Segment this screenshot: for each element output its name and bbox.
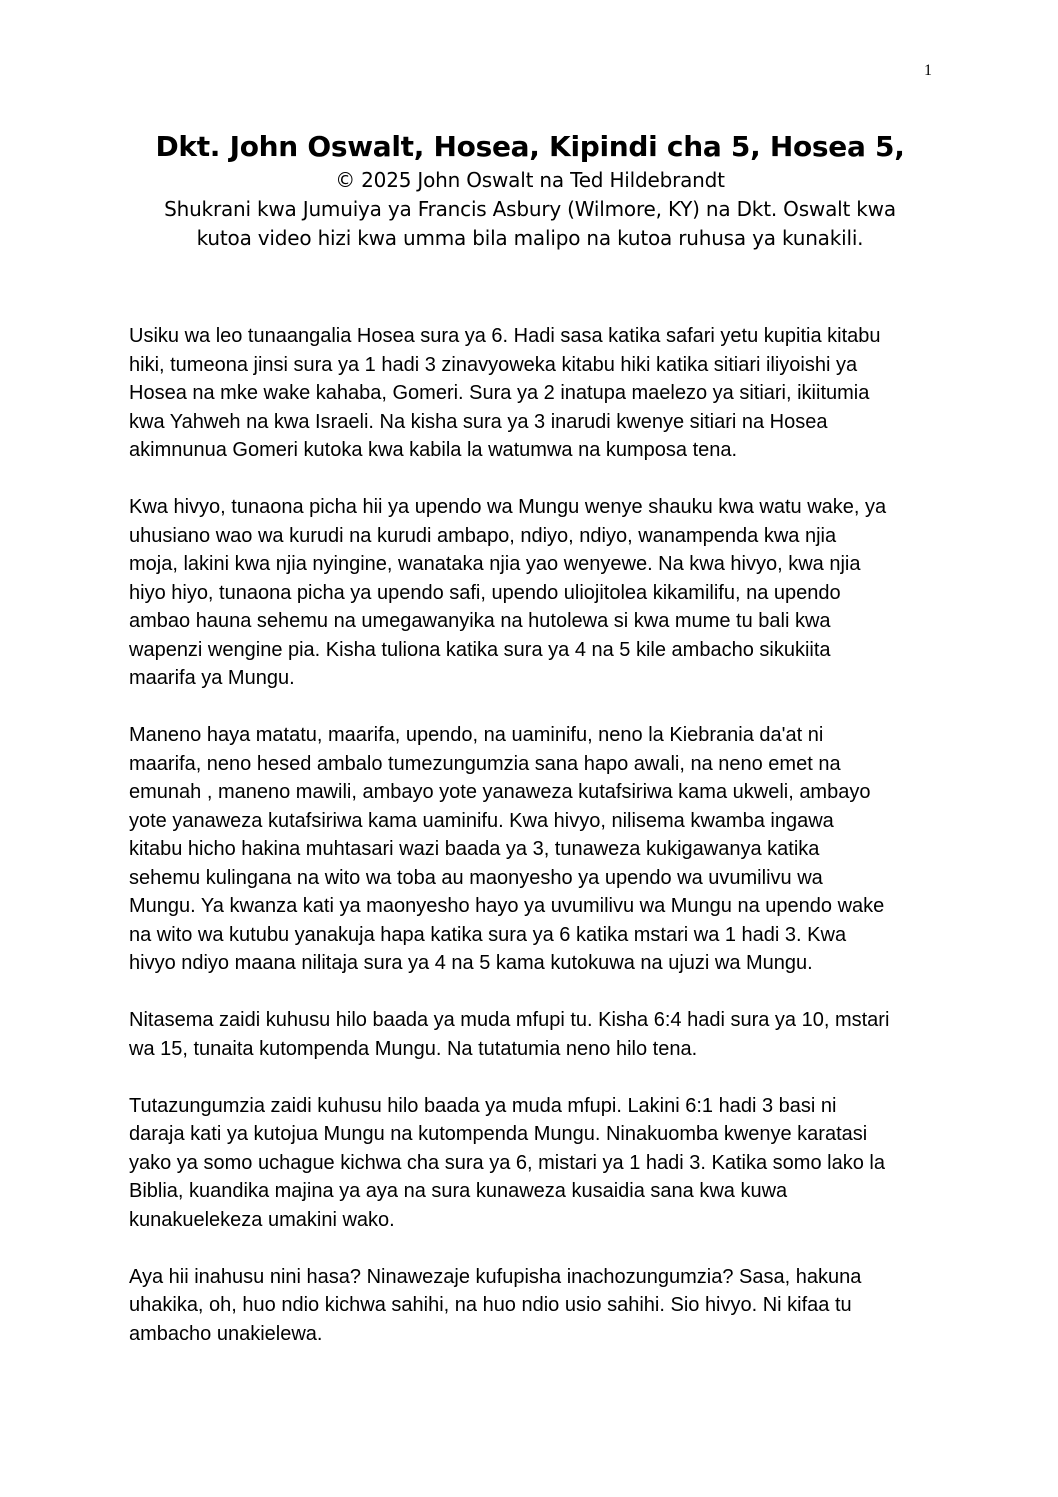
body-paragraph — [129, 721, 939, 978]
paragraph-line: kunakuelekeza umakini wako. — [129, 1208, 395, 1231]
body-paragraph — [129, 1263, 939, 1349]
paragraph-line: sehemu kulingana na wito wa toba au maonyesho ya upendo wa uvumilivu wa — [129, 866, 823, 889]
paragraph-line: uhusiano wao wa kurudi na kurudi ambapo, ndiyo, ndiyo, wanampenda kwa njia — [129, 524, 837, 547]
document-title: Dkt. John Oswalt, Hosea, Kipindi cha 5, Hosea 5, — [155, 130, 905, 163]
paragraph-line: akimnunua Gomeri kutoka kwa kabila la watumwa na kumposa tena. — [129, 439, 738, 461]
body-paragraph — [129, 493, 939, 693]
paragraph-line: ambacho unakielewa. — [129, 1322, 323, 1345]
paragraph-line: yako ya somo uchague kichwa cha sura ya 6, mistari ya 1 hadi 3. Katika somo lako la — [129, 1151, 885, 1174]
paragraph-line: Maneno haya matatu, maarifa, upendo, na uaminifu, neno la Kiebrania da'at ni — [129, 724, 824, 746]
copyright-line: © 2025 John Oswalt na Ted Hildebrandt — [335, 168, 725, 192]
paragraph-line: daraja kati ya kutojua Mungu na kutompenda Mungu. Ninakuomba kwenye karatasi — [129, 1123, 868, 1145]
paragraph-line: hivyo ndiyo maana nilitaja sura ya 4 na 5 kama kutokuwa na ujuzi wa Mungu. — [129, 952, 813, 974]
paragraph-line: emunah , maneno mawili, ambayo yote yanaweza kutafsiriwa kama ukweli, ambayo — [129, 781, 871, 803]
paragraph-line: ambao hauna sehemu na umegawanyika na hutolewa si kwa mume tu bali kwa — [129, 610, 831, 632]
paragraph-line: maarifa ya Mungu. — [129, 667, 295, 689]
paragraph-line: Nitasema zaidi kuhusu hilo baada ya muda mfupi tu. Kisha 6:4 hadi sura ya 10, mstari — [129, 1009, 890, 1031]
paragraph-line: na wito wa kutubu yanakuja hapa katika sura ya 6 katika mstari wa 1 hadi 3. Kwa — [129, 923, 847, 946]
document-header — [110, 128, 950, 253]
paragraph-line: Mungu. Ya kwanza kati ya maonyesho hayo ya uvumilivu wa Mungu na upendo wake — [129, 895, 885, 917]
paragraph-line: Usiku wa leo tunaangalia Hosea sura ya 6. Hadi sasa katika safari yetu kupitia kitabu — [129, 325, 881, 347]
paragraph-line: Kwa hivyo, tunaona picha hii ya upendo wa Mungu wenye shauku kwa watu wake, ya — [129, 496, 887, 518]
page-number: 1 — [924, 62, 932, 79]
paragraph-line: kwa Yahweh na kwa Israeli. Na kisha sura ya 3 inarudi kwenye sitiari na Hosea — [129, 410, 828, 433]
acknowledgement-line-1: Shukrani kwa Jumuiya ya Francis Asbury (Wilmore, KY) na Dkt. Oswalt kwa — [164, 197, 896, 221]
body-paragraph — [129, 322, 939, 465]
paragraph-line: moja, lakini kwa njia nyingine, wanataka njia yao wenyewe. Na kwa hivyo, kwa njia — [129, 553, 861, 575]
paragraph-line: yote yanaweza kutafsiriwa kama uaminifu. Kwa hivyo, nilisema kwamba ingawa — [129, 809, 834, 832]
paragraph-line: uhakika, oh, huo ndio kichwa sahihi, na huo ndio usio sahihi. Sio hivyo. Ni kifaa tu — [129, 1294, 852, 1316]
paragraph-line: Tutazungumzia zaidi kuhusu hilo baada ya muda mfupi. Lakini 6:1 hadi 3 basi ni — [129, 1094, 837, 1117]
body-paragraph — [129, 1092, 939, 1235]
acknowledgement-line-2: kutoa video hizi kwa umma bila malipo na kutoa ruhusa ya kunakili. — [196, 226, 864, 250]
paragraph-line: kitabu hicho hakina muhtasari wazi baada ya 3, tunaweza kukigawanya katika — [129, 838, 820, 860]
paragraph-line: Aya hii inahusu nini hasa? Ninawezaje kufupisha inachozungumzia? Sasa, hakuna — [129, 1265, 862, 1288]
paragraph-line: hiki, tumeona jinsi sura ya 1 hadi 3 zinavyoweka kitabu hiki katika sitiari iliyoishi ya — [129, 353, 858, 376]
paragraph-line: hiyo hiyo, tunaona picha ya upendo safi, upendo uliojitolea kikamilifu, na upendo — [129, 581, 841, 604]
body-paragraph — [129, 1006, 939, 1063]
paragraph-line: Biblia, kuandika majina ya aya na sura kunaweza kusaidia sana kwa kuwa — [129, 1180, 788, 1202]
paragraph-line: Hosea na mke wake kahaba, Gomeri. Sura ya 2 inatupa maelezo ya sitiari, ikiitumia — [129, 382, 870, 404]
paragraph-line: maarifa, neno hesed ambalo tumezungumzia sana hapo awali, na neno emet na — [129, 752, 841, 775]
paragraph-line: wa 15, tunaita kutompenda Mungu. Na tutatumia neno hilo tena. — [129, 1037, 698, 1060]
document-body — [129, 322, 939, 1377]
paragraph-line: wapenzi wengine pia. Kisha tuliona katika sura ya 4 na 5 kile ambacho sikukiita — [129, 638, 831, 661]
